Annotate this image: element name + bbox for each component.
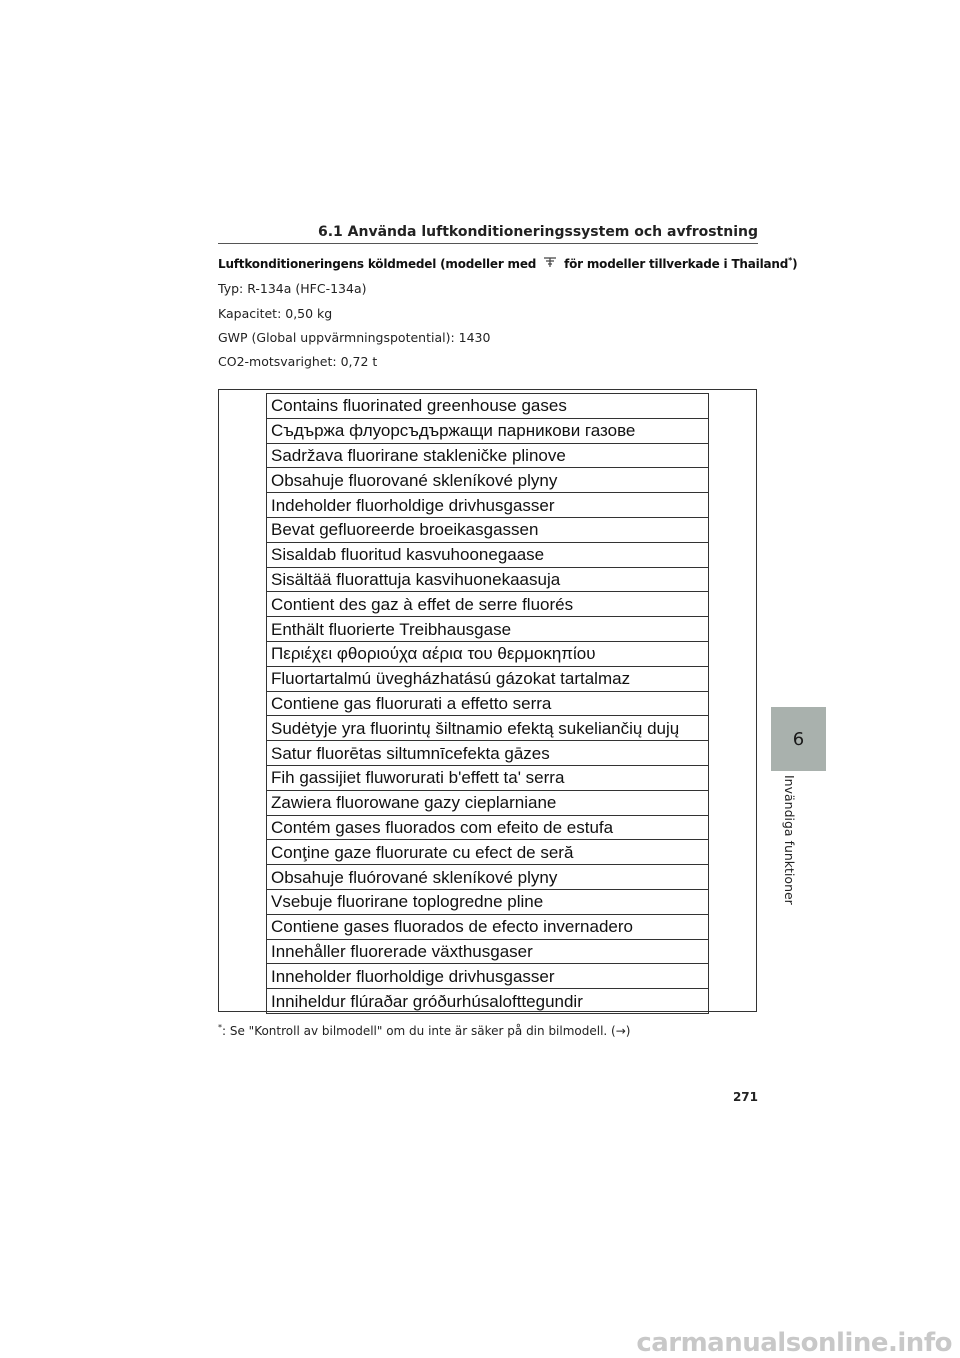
label-row-text: Contiene gas fluorurati a effetto serra	[267, 691, 709, 716]
label-row	[267, 865, 709, 890]
label-row-text: Contains fluorinated greenhouse gases	[267, 394, 709, 419]
spec-co2: CO2-motsvarighet: 0,72 t	[218, 354, 378, 369]
label-row-text: Fih gassijiet fluworurati b'effett ta' serra	[267, 765, 709, 790]
label-row	[267, 790, 709, 815]
page-number: 271	[732, 1090, 758, 1104]
watermark: carmanualsonline.info	[636, 1328, 952, 1358]
label-row	[267, 493, 709, 518]
label-row-text: Contiene gases fluorados de efecto invernadero	[267, 914, 709, 939]
label-row	[267, 964, 709, 989]
greenhouse-gas-label-table	[266, 393, 709, 1014]
footnote-asterisk: *	[218, 1023, 222, 1032]
footnote	[218, 1023, 630, 1038]
label-row-text: Contient des gaz à effet de serre fluorés	[267, 592, 709, 617]
footnote-text: : Se "Kontroll av bilmodell" om du inte är säker på din bilmodell. (→)	[222, 1024, 631, 1038]
label-row-text: Sisältää fluorattuja kasvihuonekaasuja	[267, 567, 709, 592]
subheading	[218, 256, 798, 272]
label-row-text: Enthält fluorierte Treibhausgase	[267, 617, 709, 642]
label-row-text: Conţine gaze fluorurate cu efect de seră	[267, 840, 709, 865]
label-row	[267, 517, 709, 542]
label-row	[267, 914, 709, 939]
label-row-text: Sudėtyje yra fluorintų šiltnamio efektą sukeliančių dujų	[267, 716, 709, 741]
label-row-text: Съдържа флуорсъдържащи парникови газове	[267, 418, 709, 443]
label-row	[267, 394, 709, 419]
label-row-text: Vsebuje fluorirane toplogredne pline	[267, 889, 709, 914]
label-row-text: Contém gases fluorados com efeito de estufa	[267, 815, 709, 840]
label-row-text: Indeholder fluorholdige drivhusgasser	[267, 493, 709, 518]
label-row-text: Satur fluorētas siltumnīcefekta gāzes	[267, 741, 709, 766]
spec-type: Typ: R-134a (HFC-134a)	[218, 281, 367, 296]
label-row-text: Inneholder fluorholdige drivhusgasser	[267, 964, 709, 989]
chapter-number: 6	[792, 728, 805, 750]
chapter-label: Invändiga funktioner	[782, 775, 797, 905]
snowflake-fan-icon	[540, 256, 560, 272]
label-row	[267, 666, 709, 691]
label-row-text: Obsahuje fluorované skleníkové plyny	[267, 468, 709, 493]
label-row	[267, 716, 709, 741]
label-row-text: Fluortartalmú üvegházhatású gázokat tartalmaz	[267, 666, 709, 691]
label-row	[267, 617, 709, 642]
label-row	[267, 542, 709, 567]
subheading-text-start: Luftkonditioneringens köldmedel (modeller med	[218, 257, 541, 271]
label-row-text: Obsahuje fluórované skleníkové plyny	[267, 865, 709, 890]
label-row	[267, 889, 709, 914]
warning-label-box	[218, 389, 757, 1012]
label-row	[267, 691, 709, 716]
label-row	[267, 418, 709, 443]
subheading-asterisk: *	[788, 256, 793, 265]
label-row-text: Innehåller fluorerade växthusgaser	[267, 939, 709, 964]
label-row-text: Zawiera fluorowane gazy cieplarniane	[267, 790, 709, 815]
label-row-text: Bevat gefluoreerde broeikasgassen	[267, 517, 709, 542]
label-row	[267, 468, 709, 493]
label-row	[267, 840, 709, 865]
subheading-close: )	[792, 257, 798, 271]
label-row	[267, 641, 709, 666]
label-row	[267, 815, 709, 840]
label-row-text: Inniheldur flúraðar gróðurhúsalofttegundir	[267, 989, 709, 1014]
label-row	[267, 741, 709, 766]
label-row	[267, 939, 709, 964]
subheading-text-end: för modeller tillverkade i Thailand	[560, 257, 789, 271]
chapter-tab[interactable]	[771, 707, 826, 771]
spec-capacity: Kapacitet: 0,50 kg	[218, 306, 333, 321]
label-row-text: Sadržava fluorirane stakleničke plinove	[267, 443, 709, 468]
label-row-text: Sisaldab fluoritud kasvuhoonegaase	[267, 542, 709, 567]
label-row	[267, 989, 709, 1014]
section-header: 6.1 Använda luftkonditioneringssystem och avfrostning	[317, 224, 758, 240]
spec-gwp: GWP (Global uppvärmningspotential): 1430	[218, 330, 491, 345]
label-row	[267, 567, 709, 592]
label-row	[267, 765, 709, 790]
label-row	[267, 443, 709, 468]
label-row-text: Περιέχει φθοριούχα αέρια του θερμοκηπίου	[267, 641, 709, 666]
header-rule	[218, 243, 758, 244]
label-row	[267, 592, 709, 617]
